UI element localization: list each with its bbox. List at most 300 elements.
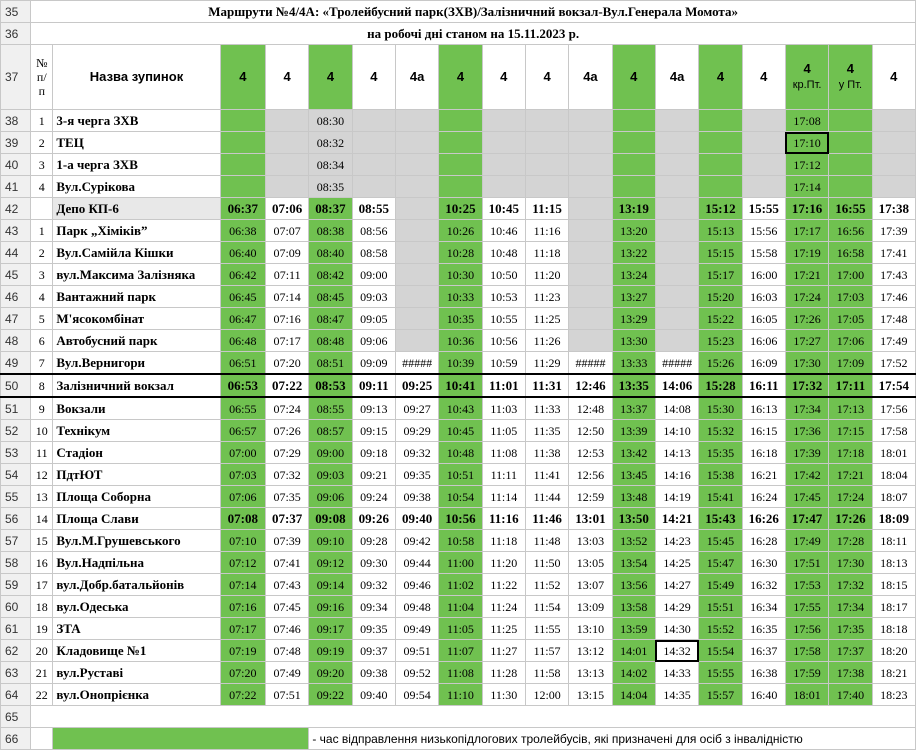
departure-time <box>395 154 438 176</box>
departure-time: 14:29 <box>655 596 698 618</box>
departure-time <box>395 198 438 220</box>
departure-time: 08:38 <box>309 220 352 242</box>
departure-time: 10:51 <box>439 464 482 486</box>
table-row <box>1 154 916 176</box>
route-header <box>655 45 698 110</box>
departure-time: ##### <box>655 352 698 375</box>
departure-time: 10:36 <box>439 330 482 352</box>
departure-time <box>699 110 742 132</box>
departure-time: 17:52 <box>872 352 915 375</box>
route-header <box>612 45 655 110</box>
departure-time: 10:28 <box>439 242 482 264</box>
stop-name: Вул.Самійла Кішки <box>53 242 220 264</box>
departure-time <box>655 110 698 132</box>
departure-time: 09:26 <box>352 508 395 530</box>
departure-time: 08:57 <box>309 420 352 442</box>
departure-time: 17:58 <box>785 640 828 662</box>
departure-time: 07:17 <box>220 618 265 640</box>
table-row <box>1 242 916 264</box>
departure-time: 17:26 <box>829 508 872 530</box>
stop-name: Площа Соборна <box>53 486 220 508</box>
departure-time: 14:35 <box>655 684 698 706</box>
departure-time: 07:26 <box>265 420 308 442</box>
departure-time: 11:46 <box>525 508 568 530</box>
departure-time: 16:30 <box>742 552 785 574</box>
departure-time: 07:51 <box>265 684 308 706</box>
departure-time: 11:20 <box>525 264 568 286</box>
row-number: 50 <box>1 374 31 397</box>
route-header <box>439 45 482 110</box>
departure-time: 08:30 <box>309 110 352 132</box>
departure-time: 17:56 <box>872 397 915 420</box>
departure-time: 08:35 <box>309 176 352 198</box>
stop-name: вул.Добр.батальйонів <box>53 574 220 596</box>
departure-time: 11:11 <box>482 464 525 486</box>
departure-time: 09:32 <box>395 442 438 464</box>
departure-time: 18:17 <box>872 596 915 618</box>
departure-time <box>699 132 742 154</box>
stop-name: М'ясокомбінат <box>53 308 220 330</box>
departure-time: 11:25 <box>482 618 525 640</box>
departure-time: 11:04 <box>439 596 482 618</box>
departure-time <box>395 220 438 242</box>
departure-time: 13:13 <box>569 662 612 684</box>
departure-time: 11:16 <box>525 220 568 242</box>
departure-time: 15:26 <box>699 352 742 375</box>
departure-time: 07:03 <box>220 464 265 486</box>
departure-time: 13:33 <box>612 352 655 375</box>
departure-time: 13:01 <box>569 508 612 530</box>
row-number: 59 <box>1 574 31 596</box>
departure-time: 06:53 <box>220 374 265 397</box>
departure-time: 09:22 <box>309 684 352 706</box>
departure-time <box>829 132 872 154</box>
departure-time: 07:10 <box>220 530 265 552</box>
departure-time: 08:32 <box>309 132 352 154</box>
departure-time: 13:37 <box>612 397 655 420</box>
departure-time: 16:15 <box>742 420 785 442</box>
departure-time: 14:06 <box>655 374 698 397</box>
departure-time <box>525 110 568 132</box>
departure-time: 17:03 <box>829 286 872 308</box>
route-header <box>742 45 785 110</box>
route-header <box>785 45 828 110</box>
header-stop-name: Назва зупинок <box>53 45 220 110</box>
stop-index: 8 <box>31 374 53 397</box>
departure-time: 17:39 <box>872 220 915 242</box>
departure-time: 07:46 <box>265 618 308 640</box>
departure-time: 07:09 <box>265 242 308 264</box>
departure-time: 09:40 <box>395 508 438 530</box>
departure-time: 15:15 <box>699 242 742 264</box>
table-row <box>1 308 916 330</box>
departure-time: 18:23 <box>872 684 915 706</box>
departure-time: 11:28 <box>482 662 525 684</box>
departure-time: 15:43 <box>699 508 742 530</box>
departure-time: 07:16 <box>220 596 265 618</box>
departure-time: 10:41 <box>439 374 482 397</box>
departure-time <box>265 132 308 154</box>
departure-time <box>655 132 698 154</box>
departure-time: 07:49 <box>265 662 308 684</box>
departure-time: 09:48 <box>395 596 438 618</box>
departure-time <box>439 132 482 154</box>
stop-index: 6 <box>31 330 53 352</box>
departure-time: 09:28 <box>352 530 395 552</box>
departure-time <box>569 286 612 308</box>
stop-name: Вул.Вернигори <box>53 352 220 375</box>
departure-time: 17:18 <box>829 442 872 464</box>
departure-time: 10:58 <box>439 530 482 552</box>
departure-time: 17:14 <box>785 176 828 198</box>
stop-index <box>31 198 53 220</box>
departure-time: 09:00 <box>352 264 395 286</box>
departure-time <box>569 242 612 264</box>
route-note: у Пт. <box>838 79 863 91</box>
departure-time: 10:46 <box>482 220 525 242</box>
departure-time: 09:25 <box>395 374 438 397</box>
departure-time: 17:41 <box>872 242 915 264</box>
departure-time <box>655 330 698 352</box>
route-header <box>265 45 308 110</box>
stop-name: Вокзали <box>53 397 220 420</box>
departure-time: ##### <box>395 352 438 375</box>
departure-time: 09:15 <box>352 420 395 442</box>
stop-name: ПдтЮТ <box>53 464 220 486</box>
departure-time: 10:59 <box>482 352 525 375</box>
row-number: 60 <box>1 596 31 618</box>
departure-time: 07:37 <box>265 508 308 530</box>
route-number: 4а <box>669 69 685 84</box>
stop-name: Вантажний парк <box>53 286 220 308</box>
departure-time: 09:11 <box>352 374 395 397</box>
row-number: 37 <box>1 45 31 110</box>
departure-time: 11:38 <box>525 442 568 464</box>
table-row <box>1 464 916 486</box>
departure-time: 07:16 <box>265 308 308 330</box>
departure-time: 09:44 <box>395 552 438 574</box>
departure-time: 17:46 <box>872 286 915 308</box>
departure-time: 17:16 <box>785 198 828 220</box>
departure-time: 10:35 <box>439 308 482 330</box>
departure-time <box>525 132 568 154</box>
departure-time: 08:47 <box>309 308 352 330</box>
departure-time: 14:04 <box>612 684 655 706</box>
row-number: 49 <box>1 352 31 375</box>
departure-time: 18:21 <box>872 662 915 684</box>
row-number: 36 <box>1 23 31 45</box>
departure-time: 17:24 <box>785 286 828 308</box>
row-number: 55 <box>1 486 31 508</box>
departure-time: 11:14 <box>482 486 525 508</box>
departure-time: 17:53 <box>785 574 828 596</box>
stop-index: 7 <box>31 352 53 375</box>
departure-time: 14:21 <box>655 508 698 530</box>
departure-time: 11:01 <box>482 374 525 397</box>
departure-time <box>525 154 568 176</box>
departure-time: 11:48 <box>525 530 568 552</box>
departure-time: 11:25 <box>525 308 568 330</box>
departure-time: 17:48 <box>872 308 915 330</box>
departure-time: 16:21 <box>742 464 785 486</box>
departure-time: 13:58 <box>612 596 655 618</box>
departure-time: 09:38 <box>395 486 438 508</box>
departure-time: 11:27 <box>482 640 525 662</box>
departure-time: 17:40 <box>829 684 872 706</box>
departure-time: 09:34 <box>352 596 395 618</box>
departure-time: 11:55 <box>525 618 568 640</box>
departure-time: 08:56 <box>352 220 395 242</box>
route-number: 4а <box>409 69 425 84</box>
stop-name: вул.Руставі <box>53 662 220 684</box>
departure-time: 10:39 <box>439 352 482 375</box>
stop-index: 4 <box>31 286 53 308</box>
departure-time <box>829 110 872 132</box>
departure-time: 17:37 <box>829 640 872 662</box>
departure-time: 13:05 <box>569 552 612 574</box>
row-number: 48 <box>1 330 31 352</box>
departure-time: 14:16 <box>655 464 698 486</box>
departure-time: 09:14 <box>309 574 352 596</box>
departure-time: 16:34 <box>742 596 785 618</box>
departure-time: 13:24 <box>612 264 655 286</box>
departure-time: 09:00 <box>309 442 352 464</box>
departure-time <box>395 242 438 264</box>
departure-time: 06:37 <box>220 198 265 220</box>
route-header <box>309 45 352 110</box>
departure-time <box>612 132 655 154</box>
departure-time <box>395 308 438 330</box>
departure-time <box>569 220 612 242</box>
departure-time: 07:29 <box>265 442 308 464</box>
departure-time <box>439 110 482 132</box>
row-number: 57 <box>1 530 31 552</box>
departure-time: 13:56 <box>612 574 655 596</box>
departure-time: 09:06 <box>309 486 352 508</box>
departure-time: 11:50 <box>525 552 568 574</box>
stop-name: Депо КП-6 <box>53 198 220 220</box>
departure-time <box>569 132 612 154</box>
departure-time: 15:52 <box>699 618 742 640</box>
departure-time <box>569 264 612 286</box>
departure-time: 10:48 <box>482 242 525 264</box>
departure-time: 13:42 <box>612 442 655 464</box>
departure-time: 17:35 <box>829 618 872 640</box>
departure-time: 12:56 <box>569 464 612 486</box>
departure-time: 11:03 <box>482 397 525 420</box>
row-number: 35 <box>1 1 31 23</box>
departure-time <box>482 154 525 176</box>
departure-time: 07:22 <box>265 374 308 397</box>
departure-time: 09:38 <box>352 662 395 684</box>
departure-time: 13:07 <box>569 574 612 596</box>
table-row <box>1 618 916 640</box>
departure-time: 11:07 <box>439 640 482 662</box>
departure-time: 18:09 <box>872 508 915 530</box>
departure-time: 11:00 <box>439 552 482 574</box>
departure-time: 15:57 <box>699 684 742 706</box>
departure-time: 18:11 <box>872 530 915 552</box>
departure-time: 17:34 <box>829 596 872 618</box>
departure-time: 15:45 <box>699 530 742 552</box>
departure-time: 15:51 <box>699 596 742 618</box>
departure-time: 09:12 <box>309 552 352 574</box>
departure-time <box>655 220 698 242</box>
departure-time: 17:49 <box>872 330 915 352</box>
row-number: 64 <box>1 684 31 706</box>
stop-index: 16 <box>31 552 53 574</box>
table-row <box>1 198 916 220</box>
stop-index: 15 <box>31 530 53 552</box>
departure-time <box>872 154 915 176</box>
table-row <box>1 397 916 420</box>
departure-time: 09:20 <box>309 662 352 684</box>
table-row <box>1 552 916 574</box>
departure-time: 10:48 <box>439 442 482 464</box>
departure-time: 18:07 <box>872 486 915 508</box>
empty-cell <box>31 706 916 728</box>
departure-time: 12:46 <box>569 374 612 397</box>
departure-time: 12:50 <box>569 420 612 442</box>
stop-index: 1 <box>31 110 53 132</box>
departure-time: 10:56 <box>482 330 525 352</box>
departure-time: 17:58 <box>872 420 915 442</box>
departure-time <box>655 264 698 286</box>
departure-time: 17:49 <box>785 530 828 552</box>
table-row <box>1 110 916 132</box>
stop-index: 21 <box>31 662 53 684</box>
stop-index: 5 <box>31 308 53 330</box>
departure-time: 14:10 <box>655 420 698 442</box>
departure-time <box>569 198 612 220</box>
departure-time: 14:27 <box>655 574 698 596</box>
departure-time: 08:55 <box>309 397 352 420</box>
departure-time <box>352 110 395 132</box>
route-header <box>829 45 872 110</box>
departure-time <box>655 242 698 264</box>
departure-time <box>699 176 742 198</box>
departure-time: 17:54 <box>872 374 915 397</box>
departure-time: 16:58 <box>829 242 872 264</box>
departure-time: 16:00 <box>742 264 785 286</box>
departure-time: 09:32 <box>352 574 395 596</box>
legend-text: - час відправлення низькопідлогових тролейбусів, які призначені для осіб з інвалідністю <box>309 728 916 750</box>
departure-time: 13:50 <box>612 508 655 530</box>
departure-time <box>612 154 655 176</box>
row-number: 47 <box>1 308 31 330</box>
departure-time: 17:21 <box>785 264 828 286</box>
departure-time: 11:22 <box>482 574 525 596</box>
departure-time <box>265 154 308 176</box>
departure-time: 09:19 <box>309 640 352 662</box>
departure-time: 15:49 <box>699 574 742 596</box>
departure-time: 17:43 <box>872 264 915 286</box>
stop-index: 17 <box>31 574 53 596</box>
departure-time <box>220 176 265 198</box>
row-number: 58 <box>1 552 31 574</box>
row-number: 63 <box>1 662 31 684</box>
table-row <box>1 352 916 375</box>
departure-time <box>395 110 438 132</box>
row-number: 56 <box>1 508 31 530</box>
departure-time: 07:14 <box>265 286 308 308</box>
departure-time: 10:25 <box>439 198 482 220</box>
stop-name: Вул.Надпільна <box>53 552 220 574</box>
route-number: 4 <box>283 69 291 84</box>
stop-index: 2 <box>31 242 53 264</box>
departure-time: 17:38 <box>829 662 872 684</box>
departure-time <box>612 176 655 198</box>
departure-time: 07:43 <box>265 574 308 596</box>
departure-time: 09:37 <box>352 640 395 662</box>
table-row <box>1 420 916 442</box>
table-row <box>1 574 916 596</box>
departure-time: 16:32 <box>742 574 785 596</box>
departure-time: 09:16 <box>309 596 352 618</box>
departure-time: 12:00 <box>525 684 568 706</box>
route-header <box>220 45 265 110</box>
departure-time: 07:24 <box>265 397 308 420</box>
departure-time: 17:19 <box>785 242 828 264</box>
departure-time: 10:30 <box>439 264 482 286</box>
departure-time: 17:30 <box>785 352 828 375</box>
departure-time: 17:21 <box>829 464 872 486</box>
table-row <box>1 596 916 618</box>
departure-time: 10:45 <box>439 420 482 442</box>
departure-time: 14:33 <box>655 662 698 684</box>
departure-time <box>872 132 915 154</box>
departure-time: 10:45 <box>482 198 525 220</box>
row-number: 38 <box>1 110 31 132</box>
departure-time: 16:37 <box>742 640 785 662</box>
departure-time: 15:20 <box>699 286 742 308</box>
departure-time: 11:41 <box>525 464 568 486</box>
departure-time: 11:23 <box>525 286 568 308</box>
departure-time: 07:41 <box>265 552 308 574</box>
departure-time: 13:12 <box>569 640 612 662</box>
departure-time: 07:20 <box>265 352 308 375</box>
departure-time <box>655 154 698 176</box>
departure-time: 13:45 <box>612 464 655 486</box>
departure-time: 14:13 <box>655 442 698 464</box>
departure-time: 11:05 <box>439 618 482 640</box>
stop-name: Площа Слави <box>53 508 220 530</box>
departure-time: 09:30 <box>352 552 395 574</box>
departure-time <box>525 176 568 198</box>
departure-time: 09:49 <box>395 618 438 640</box>
departure-time: 13:20 <box>612 220 655 242</box>
stop-index: 3 <box>31 264 53 286</box>
departure-time: 10:43 <box>439 397 482 420</box>
stop-index: 10 <box>31 420 53 442</box>
route-header <box>482 45 525 110</box>
departure-time: 07:48 <box>265 640 308 662</box>
route-number: 4 <box>630 69 638 84</box>
departure-time: 17:45 <box>785 486 828 508</box>
departure-time: 18:01 <box>785 684 828 706</box>
header-number-label: № п/ п <box>31 45 53 110</box>
departure-time: 17:32 <box>785 374 828 397</box>
departure-time: 07:19 <box>220 640 265 662</box>
departure-time: 14:30 <box>655 618 698 640</box>
departure-time: 17:51 <box>785 552 828 574</box>
stop-name: ТЕЦ <box>53 132 220 154</box>
stop-index: 2 <box>31 132 53 154</box>
departure-time: 13:03 <box>569 530 612 552</box>
departure-time: 09:18 <box>352 442 395 464</box>
departure-time: 16:06 <box>742 330 785 352</box>
departure-time: 16:56 <box>829 220 872 242</box>
